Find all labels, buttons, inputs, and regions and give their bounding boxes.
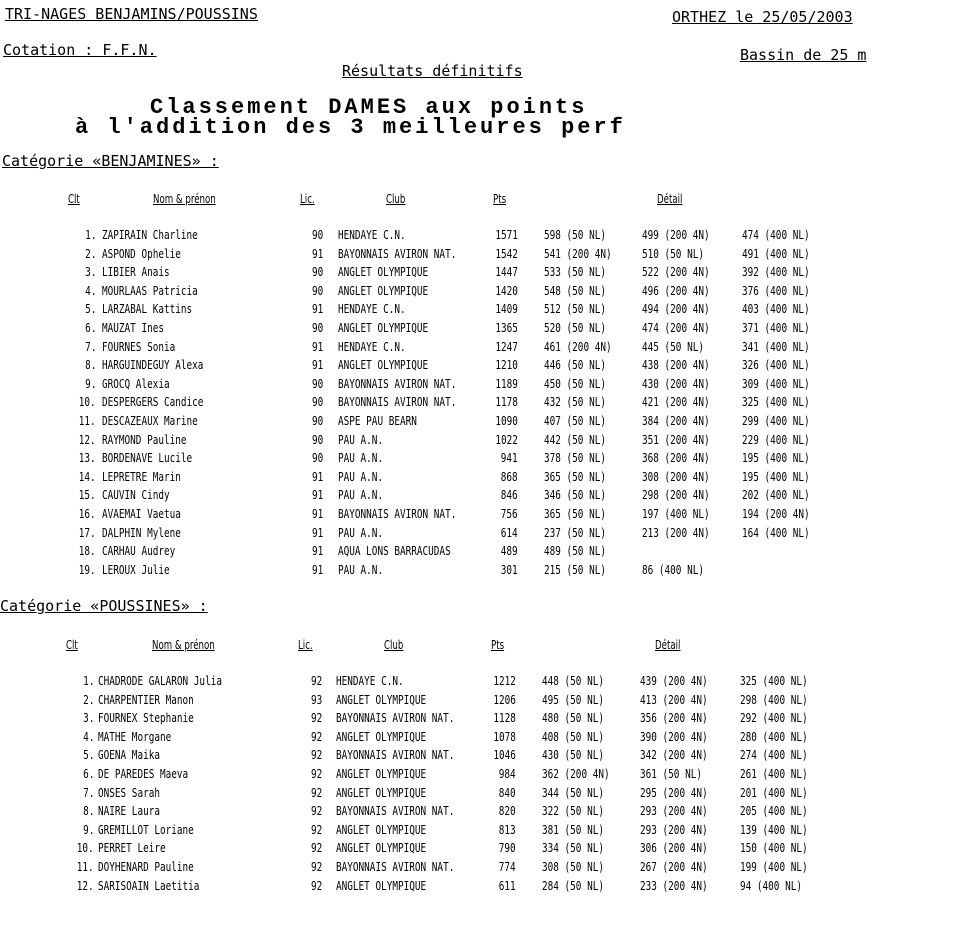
detail-2-cell: 413 (200 4N): [640, 692, 708, 707]
name-cell: RAYMOND Pauline: [102, 432, 187, 447]
rank-cell: 16.: [79, 507, 96, 521]
detail-2-cell: 361 (50 NL): [640, 767, 702, 781]
column-header-rank: Clt: [66, 638, 78, 652]
name-cell: DESPERGERS Candice: [102, 395, 204, 410]
detail-2-cell: 293 (200 4N): [640, 804, 708, 819]
detail-1-cell: 598 (50 NL): [544, 228, 606, 242]
club-cell: ANGLET OLYMPIQUE: [338, 265, 429, 280]
column-header-rank: Clt: [68, 192, 80, 206]
detail-2-cell: 445 (50 NL): [642, 339, 704, 354]
detail-3-cell: 94 (400 NL): [740, 878, 802, 893]
detail-1-cell: 430 (50 NL): [542, 748, 604, 763]
detail-2-cell: 522 (200 4N): [642, 265, 710, 280]
table-row: [0, 860, 960, 878]
detail-3-cell: 194 (200 4N): [742, 507, 810, 521]
detail-1-cell: 533 (50 NL): [544, 265, 606, 280]
name-cell: CAUVIN Cindy: [102, 488, 170, 503]
club-cell: BAYONNAIS AVIRON NAT.: [338, 376, 457, 391]
rank-cell: 11.: [77, 860, 94, 874]
name-cell: PERRET Leire: [98, 841, 166, 856]
detail-3-cell: 261 (400 NL): [740, 767, 808, 781]
club-cell: ANGLET OLYMPIQUE: [336, 692, 427, 707]
table-row: [0, 451, 960, 469]
detail-2-cell: 293 (200 4N): [640, 822, 708, 837]
club-cell: BAYONNAIS AVIRON NAT.: [338, 246, 457, 261]
table-row: [0, 526, 960, 544]
name-cell: CHADRODE GALARON Julia: [98, 674, 222, 688]
detail-3-cell: 376 (400 NL): [742, 283, 810, 298]
ranking-title-line2: à l'addition des 3 meilleures perf: [75, 115, 626, 140]
pts-cell: 756: [501, 507, 518, 521]
place-date: ORTHEZ le 25/05/2003: [672, 8, 853, 26]
column-header-lic: Lic.: [298, 638, 313, 652]
lic-cell: 90: [312, 395, 324, 410]
pts-cell: 1046: [493, 748, 516, 763]
detail-2-cell: 439 (200 4N): [640, 674, 708, 688]
lic-cell: 91: [312, 562, 324, 577]
name-cell: HARGUINDEGUY Alexa: [102, 358, 204, 373]
pts-cell: 1210: [495, 358, 518, 373]
table-row: [0, 321, 960, 339]
detail-3-cell: 491 (400 NL): [742, 246, 810, 261]
table-row: [0, 693, 960, 711]
club-cell: ANGLET OLYMPIQUE: [338, 283, 429, 298]
pts-cell: 1212: [493, 674, 516, 688]
rank-cell: 9.: [84, 376, 96, 391]
detail-1-cell: 408 (50 NL): [542, 729, 604, 744]
rank-cell: 8.: [82, 804, 94, 819]
lic-cell: 92: [311, 674, 323, 688]
lic-cell: 92: [311, 822, 323, 837]
detail-3-cell: 280 (400 NL): [740, 729, 808, 744]
detail-1-cell: 446 (50 NL): [544, 358, 606, 373]
name-cell: GROCQ Alexia: [102, 376, 170, 391]
lic-cell: 90: [312, 321, 324, 335]
detail-1-cell: 450 (50 NL): [544, 376, 606, 391]
detail-1-cell: 365 (50 NL): [544, 507, 606, 521]
detail-1-cell: 215 (50 NL): [544, 562, 606, 577]
detail-1-cell: 541 (200 4N): [544, 246, 612, 261]
rank-cell: 4.: [82, 729, 94, 744]
club-cell: ANGLET OLYMPIQUE: [336, 822, 427, 837]
table-row: [0, 377, 960, 395]
name-cell: ZAPIRAIN Charline: [102, 228, 198, 242]
detail-2-cell: 499 (200 4N): [642, 228, 710, 242]
name-cell: FOURNES Sonia: [102, 339, 176, 354]
rank-cell: 12.: [79, 432, 96, 447]
table-row: [0, 823, 960, 841]
rank-cell: 12.: [77, 878, 94, 893]
ranking-title-line1: Classement DAMES aux points: [150, 95, 588, 120]
pts-cell: 1247: [495, 339, 518, 354]
lic-cell: 92: [311, 785, 323, 800]
name-cell: ASPOND Ophelie: [102, 246, 181, 261]
pts-cell: 1090: [495, 414, 518, 428]
detail-3-cell: 139 (400 NL): [740, 822, 808, 837]
detail-1-cell: 334 (50 NL): [542, 841, 604, 856]
detail-1-cell: 322 (50 NL): [542, 804, 604, 819]
lic-cell: 91: [312, 488, 324, 503]
table-row: [0, 395, 960, 413]
table-row: [0, 711, 960, 729]
name-cell: LEROUX Julie: [102, 562, 170, 577]
pts-cell: 1542: [495, 246, 518, 261]
table-row: [0, 433, 960, 451]
club-cell: BAYONNAIS AVIRON NAT.: [338, 507, 457, 521]
detail-3-cell: 474 (400 NL): [742, 228, 810, 242]
lic-cell: 93: [311, 692, 323, 707]
lic-cell: 90: [312, 414, 324, 428]
club-cell: HENDAYE C.N.: [338, 228, 406, 242]
club-cell: PAU A.N.: [338, 562, 384, 577]
table-row: [0, 730, 960, 748]
detail-1-cell: 432 (50 NL): [544, 395, 606, 410]
pts-cell: 941: [501, 451, 518, 466]
pts-cell: 1078: [493, 729, 516, 744]
detail-1-cell: 237 (50 NL): [544, 525, 606, 540]
detail-1-cell: 284 (50 NL): [542, 878, 604, 893]
lic-cell: 92: [311, 804, 323, 819]
pts-cell: 1189: [495, 376, 518, 391]
event-title: TRI-NAGES BENJAMINS/POUSSINS: [5, 5, 258, 23]
pts-cell: 1206: [493, 692, 516, 707]
name-cell: MOURLAAS Patricia: [102, 283, 198, 298]
detail-3-cell: 274 (400 NL): [740, 748, 808, 763]
pts-cell: 1365: [495, 321, 518, 335]
club-cell: BAYONNAIS AVIRON NAT.: [336, 804, 455, 819]
rank-cell: 11.: [79, 414, 96, 428]
cotation: Cotation : F.F.N.: [3, 41, 157, 59]
pts-cell: 984: [499, 767, 516, 781]
detail-3-cell: 325 (400 NL): [740, 674, 808, 688]
name-cell: CHARPENTIER Manon: [98, 692, 194, 707]
rank-cell: 9.: [82, 822, 94, 837]
detail-2-cell: 368 (200 4N): [642, 451, 710, 466]
detail-1-cell: 365 (50 NL): [544, 469, 606, 484]
lic-cell: 90: [312, 265, 324, 280]
detail-1-cell: 346 (50 NL): [544, 488, 606, 503]
lic-cell: 91: [312, 339, 324, 354]
rank-cell: 13.: [79, 451, 96, 466]
name-cell: MAUZAT Ines: [102, 321, 164, 335]
pts-cell: 1178: [495, 395, 518, 410]
name-cell: FOURNEX Stephanie: [98, 711, 194, 726]
club-cell: ASPE PAU BEARN: [338, 414, 417, 428]
detail-3-cell: 326 (400 NL): [742, 358, 810, 373]
name-cell: GOENA Maika: [98, 748, 160, 763]
detail-2-cell: 295 (200 4N): [640, 785, 708, 800]
detail-3-cell: 205 (400 NL): [740, 804, 808, 819]
rank-cell: 5.: [84, 302, 96, 317]
rank-cell: 7.: [84, 339, 96, 354]
detail-3-cell: 201 (400 NL): [740, 785, 808, 800]
detail-1-cell: 308 (50 NL): [542, 860, 604, 874]
table-row: [0, 265, 960, 283]
column-header-detail: Détail: [657, 192, 683, 206]
detail-2-cell: 197 (400 NL): [642, 507, 710, 521]
name-cell: NAIRE Laura: [98, 804, 160, 819]
club-cell: ANGLET OLYMPIQUE: [338, 321, 429, 335]
detail-1-cell: 362 (200 4N): [542, 767, 610, 781]
name-cell: ONSES Sarah: [98, 785, 160, 800]
detail-3-cell: 199 (400 NL): [740, 860, 808, 874]
club-cell: HENDAYE C.N.: [338, 339, 406, 354]
rank-cell: 15.: [79, 488, 96, 503]
name-cell: BORDENAVE Lucile: [102, 451, 193, 466]
table-row: [0, 767, 960, 785]
lic-cell: 90: [312, 228, 324, 242]
name-cell: LARZABAL Kattins: [102, 302, 193, 317]
detail-2-cell: 356 (200 4N): [640, 711, 708, 726]
lic-cell: 91: [312, 525, 324, 540]
table-row: [0, 786, 960, 804]
lic-cell: 92: [311, 748, 323, 763]
name-cell: LIBIER Anais: [102, 265, 170, 280]
detail-3-cell: 292 (400 NL): [740, 711, 808, 726]
rank-cell: 6.: [84, 321, 96, 335]
detail-3-cell: 150 (400 NL): [740, 841, 808, 856]
name-cell: DALPHIN Mylene: [102, 525, 181, 540]
detail-3-cell: 341 (400 NL): [742, 339, 810, 354]
club-cell: ANGLET OLYMPIQUE: [336, 729, 427, 744]
table-row: [0, 358, 960, 376]
detail-2-cell: 384 (200 4N): [642, 414, 710, 428]
rank-cell: 3.: [82, 711, 94, 726]
detail-3-cell: 195 (400 NL): [742, 469, 810, 484]
pts-cell: 774: [499, 860, 516, 874]
detail-1-cell: 448 (50 NL): [542, 674, 604, 688]
name-cell: LEPRETRE Marin: [102, 469, 181, 484]
table-row: [0, 674, 960, 692]
lic-cell: 91: [312, 358, 324, 373]
table-row: [0, 414, 960, 432]
club-cell: BAYONNAIS AVIRON NAT.: [338, 395, 457, 410]
name-cell: AVAEMAI Vaetua: [102, 507, 181, 521]
club-cell: HENDAYE C.N.: [336, 674, 404, 688]
detail-2-cell: 496 (200 4N): [642, 283, 710, 298]
detail-3-cell: 202 (400 NL): [742, 488, 810, 503]
column-header-club: Club: [386, 192, 406, 206]
detail-1-cell: 378 (50 NL): [544, 451, 606, 466]
rank-cell: 7.: [82, 785, 94, 800]
name-cell: DE PAREDES Maeva: [98, 767, 189, 781]
lic-cell: 90: [312, 376, 324, 391]
rank-cell: 10.: [77, 841, 94, 856]
detail-2-cell: 510 (50 NL): [642, 246, 704, 261]
lic-cell: 92: [311, 729, 323, 744]
club-cell: ANGLET OLYMPIQUE: [336, 878, 427, 893]
club-cell: BAYONNAIS AVIRON NAT.: [336, 748, 455, 763]
rank-cell: 8.: [84, 358, 96, 373]
detail-1-cell: 461 (200 4N): [544, 339, 612, 354]
detail-3-cell: 298 (400 NL): [740, 692, 808, 707]
detail-3-cell: 229 (400 NL): [742, 432, 810, 447]
lic-cell: 91: [312, 469, 324, 484]
pts-cell: 840: [499, 785, 516, 800]
lic-cell: 92: [311, 767, 323, 781]
table-row: [0, 748, 960, 766]
lic-cell: 92: [311, 841, 323, 856]
detail-2-cell: 342 (200 4N): [640, 748, 708, 763]
column-header-name: Nom & prénon: [153, 192, 216, 206]
detail-2-cell: 430 (200 4N): [642, 376, 710, 391]
table-row: [0, 284, 960, 302]
name-cell: GREMILLOT Loriane: [98, 822, 194, 837]
rank-cell: 1.: [82, 674, 94, 688]
detail-1-cell: 442 (50 NL): [544, 432, 606, 447]
detail-3-cell: 325 (400 NL): [742, 395, 810, 410]
detail-2-cell: 308 (200 4N): [642, 469, 710, 484]
pts-cell: 1022: [495, 432, 518, 447]
detail-2-cell: 351 (200 4N): [642, 432, 710, 447]
table-row: [0, 841, 960, 859]
column-header-lic: Lic.: [300, 192, 315, 206]
table-row: [0, 563, 960, 581]
rank-cell: 3.: [84, 265, 96, 280]
detail-2-cell: 213 (200 4N): [642, 525, 710, 540]
pts-cell: 301: [501, 562, 518, 577]
detail-1-cell: 495 (50 NL): [542, 692, 604, 707]
name-cell: DESCAZEAUX Marine: [102, 414, 198, 428]
pts-cell: 489: [501, 544, 518, 559]
pts-cell: 1128: [493, 711, 516, 726]
lic-cell: 92: [311, 711, 323, 726]
rank-cell: 2.: [82, 692, 94, 707]
detail-3-cell: 309 (400 NL): [742, 376, 810, 391]
detail-3-cell: 371 (400 NL): [742, 321, 810, 335]
rank-cell: 6.: [82, 767, 94, 781]
pts-cell: 1571: [495, 228, 518, 242]
detail-1-cell: 344 (50 NL): [542, 785, 604, 800]
lic-cell: 92: [311, 860, 323, 874]
pts-cell: 846: [501, 488, 518, 503]
pts-cell: 611: [499, 878, 516, 893]
detail-1-cell: 548 (50 NL): [544, 283, 606, 298]
detail-2-cell: 494 (200 4N): [642, 302, 710, 317]
club-cell: AQUA LONS BARRACUDAS: [338, 544, 451, 559]
lic-cell: 90: [312, 432, 324, 447]
pts-cell: 820: [499, 804, 516, 819]
column-header-name: Nom & prénon: [152, 638, 215, 652]
club-cell: ANGLET OLYMPIQUE: [336, 785, 427, 800]
table-row: [0, 302, 960, 320]
detail-1-cell: 407 (50 NL): [544, 414, 606, 428]
rank-cell: 1.: [84, 228, 96, 242]
lic-cell: 91: [312, 544, 324, 559]
club-cell: PAU A.N.: [338, 469, 384, 484]
column-header-pts: Pts: [491, 638, 505, 652]
lic-cell: 90: [312, 283, 324, 298]
pts-cell: 790: [499, 841, 516, 856]
detail-3-cell: 164 (400 NL): [742, 525, 810, 540]
rank-cell: 17.: [79, 525, 96, 540]
detail-3-cell: 195 (400 NL): [742, 451, 810, 466]
rank-cell: 19.: [79, 562, 96, 577]
column-header-pts: Pts: [493, 192, 507, 206]
detail-2-cell: 474 (200 4N): [642, 321, 710, 335]
pts-cell: 868: [501, 469, 518, 484]
table-row: [0, 247, 960, 265]
table-row: [0, 470, 960, 488]
name-cell: CARHAU Audrey: [102, 544, 176, 559]
table-row: [0, 544, 960, 562]
detail-1-cell: 381 (50 NL): [542, 822, 604, 837]
rank-cell: 14.: [79, 469, 96, 484]
club-cell: BAYONNAIS AVIRON NAT.: [336, 711, 455, 726]
club-cell: PAU A.N.: [338, 488, 384, 503]
results-label: Résultats définitifs: [342, 62, 523, 80]
lic-cell: 90: [312, 451, 324, 466]
lic-cell: 91: [312, 246, 324, 261]
pts-cell: 1447: [495, 265, 518, 280]
pts-cell: 1420: [495, 283, 518, 298]
club-cell: BAYONNAIS AVIRON NAT.: [336, 860, 455, 874]
table-row: [0, 507, 960, 525]
detail-2-cell: 267 (200 4N): [640, 860, 708, 874]
club-cell: PAU A.N.: [338, 525, 384, 540]
detail-3-cell: 392 (400 NL): [742, 265, 810, 280]
detail-2-cell: 421 (200 4N): [642, 395, 710, 410]
table-row: [0, 228, 960, 246]
detail-2-cell: 390 (200 4N): [640, 729, 708, 744]
detail-2-cell: 298 (200 4N): [642, 488, 710, 503]
table-row: [0, 488, 960, 506]
rank-cell: 2.: [84, 246, 96, 261]
name-cell: DOYHENARD Pauline: [98, 860, 194, 874]
detail-2-cell: 438 (200 4N): [642, 358, 710, 373]
detail-1-cell: 512 (50 NL): [544, 302, 606, 317]
pts-cell: 614: [501, 525, 518, 540]
table-row: [0, 340, 960, 358]
pts-cell: 1409: [495, 302, 518, 317]
table-row: [0, 804, 960, 822]
club-cell: HENDAYE C.N.: [338, 302, 406, 317]
column-header-club: Club: [384, 638, 404, 652]
name-cell: MATHE Morgane: [98, 729, 172, 744]
club-cell: PAU A.N.: [338, 451, 384, 466]
club-cell: ANGLET OLYMPIQUE: [338, 358, 429, 373]
name-cell: SARISOAIN Laetitia: [98, 878, 200, 893]
club-cell: ANGLET OLYMPIQUE: [336, 841, 427, 856]
category-title-benjamines: Catégorie «BENJAMINES» :: [2, 152, 219, 170]
rank-cell: 18.: [79, 544, 96, 559]
detail-1-cell: 520 (50 NL): [544, 321, 606, 335]
pool-size: Bassin de 25 m: [740, 46, 867, 64]
detail-2-cell: 233 (200 4N): [640, 878, 708, 893]
club-cell: ANGLET OLYMPIQUE: [336, 767, 427, 781]
club-cell: PAU A.N.: [338, 432, 384, 447]
category-title-poussines: Catégorie «POUSSINES» :: [0, 597, 208, 615]
detail-2-cell: 86 (400 NL): [642, 562, 704, 577]
detail-1-cell: 480 (50 NL): [542, 711, 604, 726]
detail-3-cell: 403 (400 NL): [742, 302, 810, 317]
rank-cell: 4.: [84, 283, 96, 298]
column-header-detail: Détail: [655, 638, 681, 652]
detail-1-cell: 489 (50 NL): [544, 544, 606, 559]
rank-cell: 5.: [82, 748, 94, 763]
rank-cell: 10.: [79, 395, 96, 410]
pts-cell: 813: [499, 822, 516, 837]
table-row: [0, 879, 960, 897]
detail-2-cell: 306 (200 4N): [640, 841, 708, 856]
detail-3-cell: 299 (400 NL): [742, 414, 810, 428]
lic-cell: 91: [312, 507, 324, 521]
lic-cell: 91: [312, 302, 324, 317]
lic-cell: 92: [311, 878, 323, 893]
